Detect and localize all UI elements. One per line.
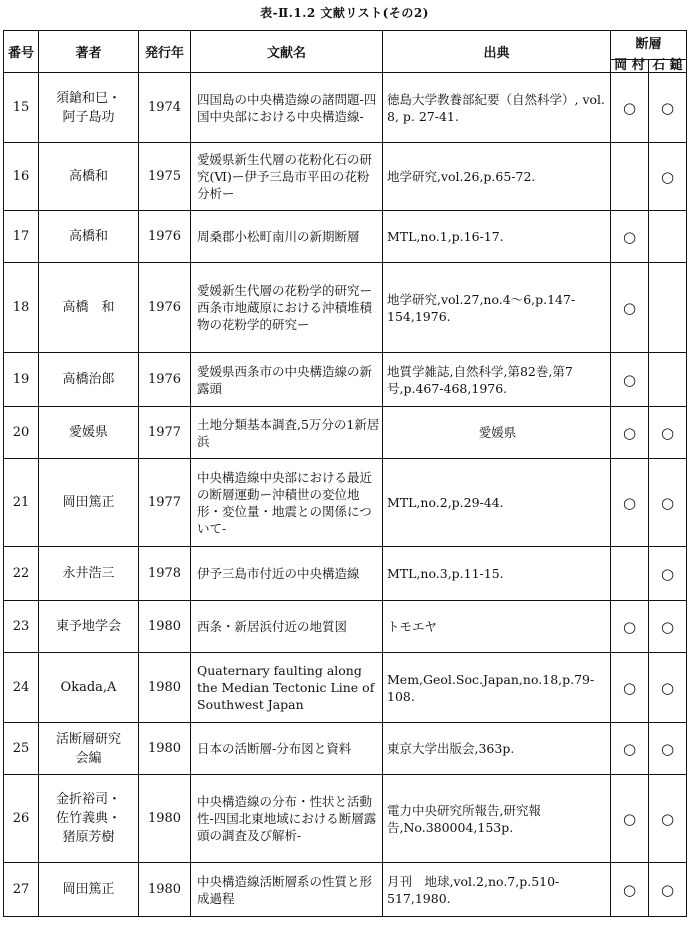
table-row [4,601,687,653]
table-row [4,263,687,353]
cell-year: 1980 [139,601,191,653]
cell-source: MTL,no.3,p.11-15. [383,547,611,601]
cell-ishizuchi-mark: ○ [649,547,687,601]
table-row [4,73,687,143]
cell-title: 土地分類基本調査,5万分の1新居浜 [191,407,383,459]
table-row [4,653,687,723]
cell-ishizuchi-mark: ○ [649,459,687,547]
cell-okamura-mark: ○ [611,601,649,653]
cell-year: 1976 [139,353,191,407]
cell-okamura-mark: ○ [611,73,649,143]
cell-okamura-mark: ○ [611,211,649,263]
cell-title: 伊予三島市付近の中央構造線 [191,547,383,601]
cell-ishizuchi-mark: ○ [649,863,687,917]
cell-no: 25 [4,723,39,775]
cell-author: 東予地学会 [39,601,139,653]
cell-author: 活断層研究 会編 [39,723,139,775]
cell-source: 地質学雑誌,自然科学,第82巻,第7号,p.467-468,1976. [383,353,611,407]
cell-year: 1976 [139,211,191,263]
cell-title: Quaternary faulting along the Median Tectonic Line of Southwest Japan [191,653,383,723]
cell-year: 1977 [139,459,191,547]
cell-no: 24 [4,653,39,723]
cell-author: 岡田篤正 [39,459,139,547]
cell-okamura-mark: ○ [611,723,649,775]
cell-title: 中央構造線中央部における最近の断層運動ー沖積世の変位地形・変位量・地震との関係について- [191,459,383,547]
header-fault: 断層 [611,31,687,60]
table-row [4,775,687,863]
header-title: 文献名 [191,31,383,73]
cell-author: 高橋治郎 [39,353,139,407]
cell-title: 日本の活断層-分布図と資料 [191,723,383,775]
cell-year: 1978 [139,547,191,601]
cell-source: 月刊 地球,vol.2,no.7,p.510-517,1980. [383,863,611,917]
cell-okamura-mark: ○ [611,263,649,353]
table-row [4,407,687,459]
cell-no: 20 [4,407,39,459]
cell-year: 1980 [139,775,191,863]
cell-no: 23 [4,601,39,653]
table-row [4,459,687,547]
cell-source: 徳島大学教養部紀要（自然科学）, vol. 8, p. 27-41. [383,73,611,143]
cell-author: 金折裕司・ 佐竹義典・ 猪原芳樹 [39,775,139,863]
literature-table [3,30,687,917]
cell-okamura-mark: ○ [611,459,649,547]
cell-ishizuchi-mark: ○ [649,601,687,653]
cell-author: 愛媛県 [39,407,139,459]
cell-year: 1976 [139,263,191,353]
cell-ishizuchi-mark: ○ [649,143,687,211]
cell-okamura-mark [611,143,649,211]
cell-no: 22 [4,547,39,601]
cell-author: 高橋 和 [39,263,139,353]
cell-author: 岡田篤正 [39,863,139,917]
cell-ishizuchi-mark [649,353,687,407]
cell-ishizuchi-mark: ○ [649,653,687,723]
table-row [4,353,687,407]
cell-okamura-mark: ○ [611,863,649,917]
cell-ishizuchi-mark: ○ [649,407,687,459]
cell-author: Okada,A [39,653,139,723]
header-year: 発行年 [139,31,191,73]
cell-author: 須鎗和巳・ 阿子島功 [39,73,139,143]
cell-ishizuchi-mark: ○ [649,775,687,863]
cell-okamura-mark: ○ [611,407,649,459]
cell-source: 東京大学出版会,363p. [383,723,611,775]
cell-no: 19 [4,353,39,407]
cell-ishizuchi-mark [649,211,687,263]
table-row [4,723,687,775]
cell-source: 愛媛県 [383,407,611,459]
cell-title: 中央構造線活断層系の性質と形成過程 [191,863,383,917]
header-no: 番号 [4,31,39,73]
cell-title: 愛媛新生代層の花粉学的研究ー西条市地蔵原における沖積堆積物の花粉学的研究ー [191,263,383,353]
cell-no: 26 [4,775,39,863]
header-author: 著者 [39,31,139,73]
cell-title: 周桑郡小松町南川の新期断層 [191,211,383,263]
cell-author: 永井浩三 [39,547,139,601]
cell-title: 愛媛県西条市の中央構造線の新露頭 [191,353,383,407]
cell-year: 1980 [139,653,191,723]
cell-okamura-mark [611,547,649,601]
cell-source: MTL,no.1,p.16-17. [383,211,611,263]
cell-author: 高橋和 [39,143,139,211]
cell-ishizuchi-mark: ○ [649,73,687,143]
cell-source: 地学研究,vol.27,no.4～6,p.147-154,1976. [383,263,611,353]
header-fault-okamura: 岡 村 [611,60,649,73]
cell-title: 中央構造線の分布・性状と活動性-四国北東地域における断層露頭の調査及び解析- [191,775,383,863]
cell-year: 1980 [139,863,191,917]
table-row [4,211,687,263]
table-row [4,863,687,917]
cell-no: 27 [4,863,39,917]
header-source: 出典 [383,31,611,73]
cell-okamura-mark: ○ [611,775,649,863]
cell-ishizuchi-mark: ○ [649,723,687,775]
cell-source: 電力中央研究所報告,研究報告,No.380004,153p. [383,775,611,863]
cell-title: 四国島の中央構造線の諸問題-四国中央部における中央構造線- [191,73,383,143]
cell-title: 西条・新居浜付近の地質図 [191,601,383,653]
cell-ishizuchi-mark [649,263,687,353]
header-fault-ishizuchi: 石 鎚 [649,60,687,73]
cell-source: 地学研究,vol.26,p.65-72. [383,143,611,211]
cell-year: 1974 [139,73,191,143]
table-body [4,73,687,917]
cell-okamura-mark: ○ [611,353,649,407]
cell-source: MTL,no.2,p.29-44. [383,459,611,547]
header-row [4,31,687,60]
cell-year: 1975 [139,143,191,211]
cell-no: 21 [4,459,39,547]
cell-no: 16 [4,143,39,211]
cell-source: トモエヤ [383,601,611,653]
table-caption: 表-Ⅱ.1.2 文献リスト(その2) [260,6,429,20]
cell-year: 1980 [139,723,191,775]
cell-okamura-mark: ○ [611,653,649,723]
cell-source: Mem,Geol.Soc.Japan,no.18,p.79-108. [383,653,611,723]
cell-author: 高橋和 [39,211,139,263]
cell-no: 18 [4,263,39,353]
cell-year: 1977 [139,407,191,459]
table-row [4,143,687,211]
cell-no: 17 [4,211,39,263]
cell-no: 15 [4,73,39,143]
table-row [4,547,687,601]
cell-title: 愛媛県新生代層の花粉化石の研究(Ⅵ)ー伊予三島市平田の花粉分析ー [191,143,383,211]
